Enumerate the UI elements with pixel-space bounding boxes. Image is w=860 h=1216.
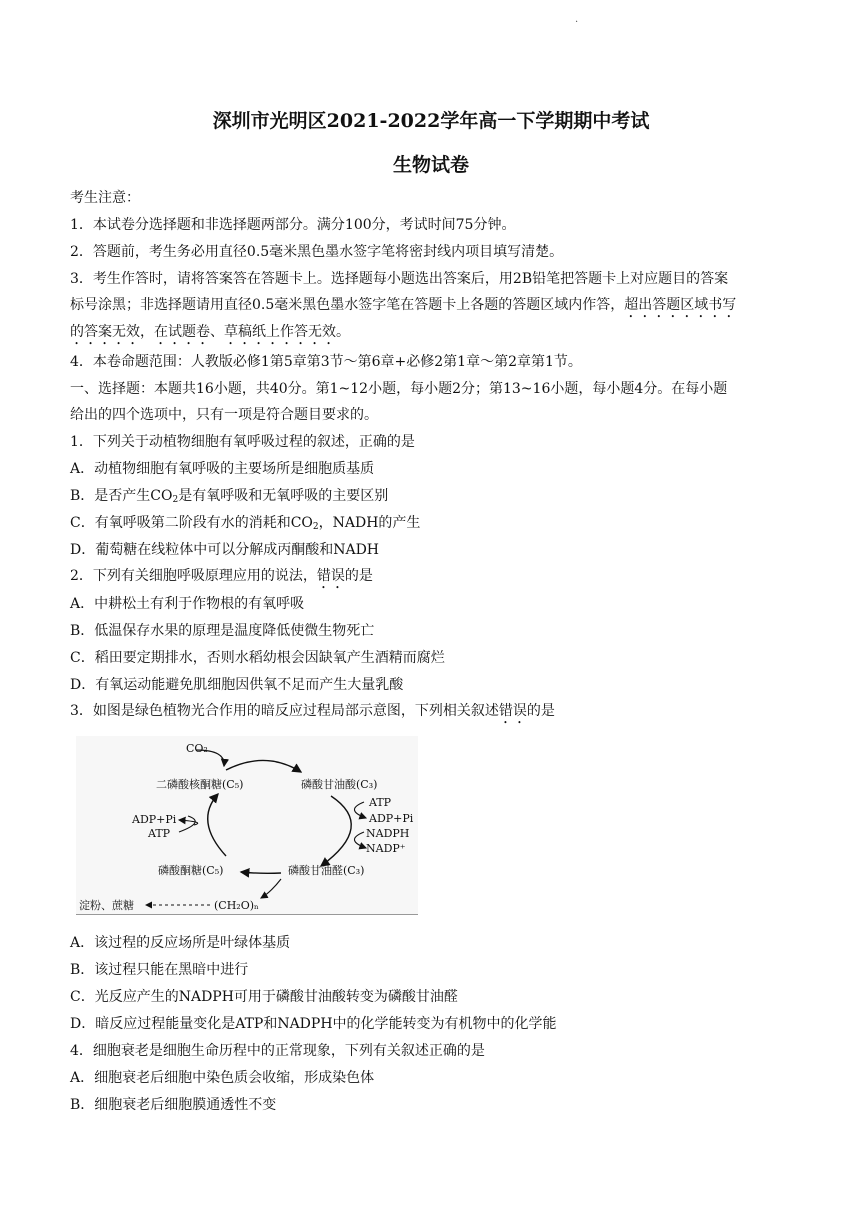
label-co2: CO₂ xyxy=(186,742,208,755)
calvin-cycle-svg xyxy=(76,736,418,914)
q3-option-d: D．暗反应过程能量变化是ATP和NADPH中的化学能转变为有机物中的化学能 xyxy=(70,1016,557,1032)
q2-stem xyxy=(70,566,792,592)
arrow-nadph-nadp xyxy=(354,832,366,848)
notice-item-2: 2．答题前，考生务必用直径0.5毫米黑色墨水签字笔将密封线内项目填写清楚。 xyxy=(70,244,564,260)
page-dot: . xyxy=(575,14,579,25)
label-pga: 磷酸甘油酸(C₃) xyxy=(301,778,378,791)
q2-option-c: C．稻田要定期排水，否则水稻幼根会因缺氧产生酒精而腐烂 xyxy=(70,650,445,666)
arrow-g3p-to-ch2o xyxy=(261,879,281,898)
q2-stem-pre: 2．下列有关细胞呼吸原理应用的说法， xyxy=(70,568,317,584)
q1-option-d: D．葡萄糖在线粒体中可以分解成丙酮酸和NADH xyxy=(70,542,380,558)
label-nadp-out: NADP⁺ xyxy=(366,842,406,855)
arrow-atp-adp-right xyxy=(354,802,366,818)
label-nadph-in: NADPH xyxy=(366,827,410,840)
q3-stem xyxy=(70,701,792,727)
arrow-pga-to-g3p xyxy=(321,796,351,866)
arrow-ru5p-to-rubp xyxy=(208,794,226,856)
q1-option-c-post: ，NADH的产生 xyxy=(318,515,421,531)
q1-option-b-post: 是有氧呼吸和无氧呼吸的主要区别 xyxy=(178,488,389,504)
exam-title: 深圳市光明区2021-2022学年高一下学期期中考试 xyxy=(212,110,650,132)
notice-item-3-line-1: 3．考生作答时，请将答案答在答题卡上。选择题每小题选出答案后，用2B铅笔把答题卡上对应题目的答案 xyxy=(70,271,729,287)
curve-atp-left xyxy=(179,816,195,832)
q3-stem-emphasis: 错误 xyxy=(498,703,527,719)
label-rubp: 二磷酸核酮糖(C₅) xyxy=(156,778,244,791)
notice-item-3-emphasis: 超出答题区域书写 xyxy=(624,297,737,313)
arrow-g3p-to-ru5p xyxy=(241,872,281,873)
q3-stem-pre: 3．如图是绿色植物光合作用的暗反应过程局部示意图，下列相关叙述 xyxy=(70,703,499,719)
label-g3p: 磷酸甘油醛(C₃) xyxy=(288,864,365,877)
label-atp-left: ATP xyxy=(148,827,171,840)
q1-option-b-pre: B．是否产生CO xyxy=(70,488,173,504)
notice-item-3-end: 。 xyxy=(336,324,350,340)
q2-stem-post: 的是 xyxy=(344,568,373,584)
label-ru5p: 磷酸酮糖(C₅) xyxy=(158,864,224,877)
q2-stem-emphasis: 错误 xyxy=(316,568,345,584)
notice-item-4: 4．本卷命题范围：人教版必修1第5章第3节～第6章+必修2第1章～第2章第1节。 xyxy=(70,354,582,370)
q3-option-a: A．该过程的反应场所是叶绿体基质 xyxy=(70,935,291,951)
q1-option-b xyxy=(70,486,792,510)
section-1-line-2: 给出的四个选项中，只有一项是符合题目要求的。 xyxy=(70,407,378,423)
arrow-rubp-to-pga xyxy=(226,760,301,772)
notice-item-3-line-3 xyxy=(70,322,792,348)
notice-item-3-text: 标号涂黑；非选择题请用直径0.5毫米黑色墨水签字笔在答题卡上各题的答题区域内作答， xyxy=(70,297,625,313)
section-1-line-1: 一、选择题：本题共16小题，共40分。第1~12小题，每小题2分；第13~16小题，每小题4分。在每小题 xyxy=(70,381,728,397)
label-ch2o: (CH₂O)ₙ xyxy=(214,899,259,912)
exam-subtitle: 生物试卷 xyxy=(392,154,469,176)
label-starch: 淀粉、蔗糖 xyxy=(79,899,134,912)
q1-option-b-sub: 2 xyxy=(172,495,179,505)
notice-item-3-emphasis-2: 的答案无效，在试题卷、草稿纸上作答无效 xyxy=(70,324,336,340)
q2-option-a: A．中耕松土有利于作物根的有氧呼吸 xyxy=(70,596,305,612)
q2-option-b: B．低温保存水果的原理是温度降低使微生物死亡 xyxy=(70,623,375,639)
q1-stem: 1．下列关于动植物细胞有氧呼吸过程的叙述，正确的是 xyxy=(70,434,415,450)
notice-heading: 考生注意： xyxy=(70,190,140,206)
q3-option-b: B．该过程只能在黑暗中进行 xyxy=(70,962,249,978)
label-adp-out: ADP+Pi xyxy=(369,812,414,825)
notice-item-1: 1．本试卷分选择题和非选择题两部分。满分100分，考试时间75分钟。 xyxy=(70,217,516,233)
q1-option-c-sub: 2 xyxy=(312,522,319,532)
label-adp-left: ADP+Pi xyxy=(132,813,177,826)
q4-stem: 4．细胞衰老是细胞生命历程中的正常现象，下列有关叙述正确的是 xyxy=(70,1043,485,1059)
q1-option-a: A．动植物细胞有氧呼吸的主要场所是细胞质基质 xyxy=(70,461,375,477)
q3-option-c: C．光反应产生的NADPH可用于磷酸甘油酸转变为磷酸甘油醛 xyxy=(70,989,458,1005)
q4-option-b: B．细胞衰老后细胞膜通透性不变 xyxy=(70,1097,277,1113)
q1-option-c-pre: C．有氧呼吸第二阶段有水的消耗和CO xyxy=(70,515,313,531)
q1-option-c xyxy=(70,513,792,537)
calvin-cycle-diagram xyxy=(76,736,418,915)
q2-option-d: D．有氧运动能避免肌细胞因供氧不足而产生大量乳酸 xyxy=(70,677,404,693)
label-atp-in: ATP xyxy=(369,796,392,809)
q3-stem-post: 的是 xyxy=(526,703,555,719)
q4-option-a: A．细胞衰老后细胞中染色质会收缩，形成染色体 xyxy=(70,1070,375,1086)
notice-item-3-line-2 xyxy=(70,295,792,321)
